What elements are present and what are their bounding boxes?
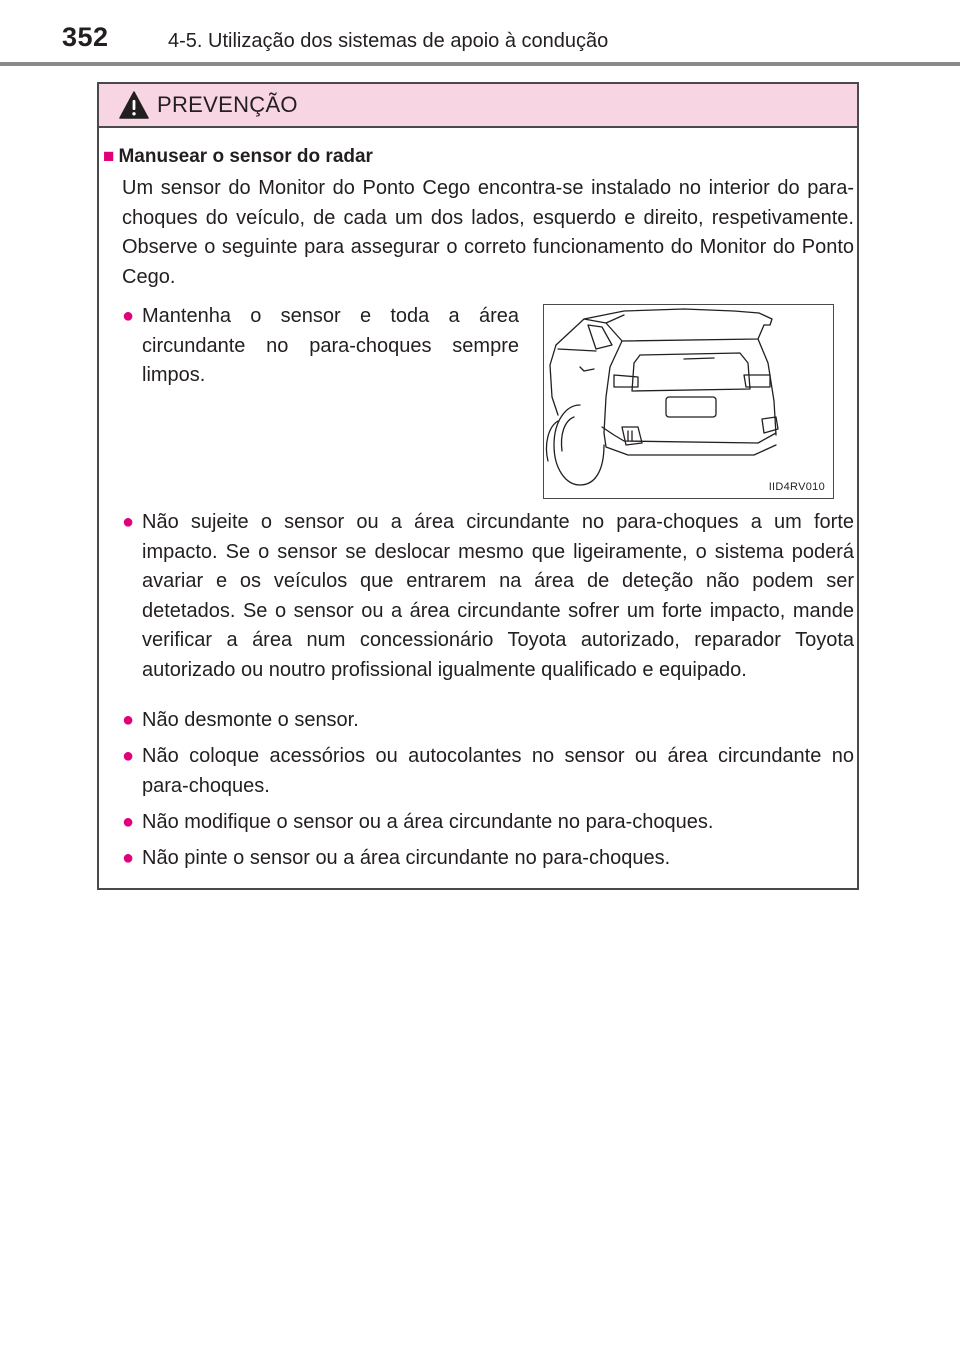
list-item-text: Mantenha o sensor e toda a área circundante no para-choques sempre limpos. xyxy=(142,305,519,386)
circle-bullet-icon: ● xyxy=(122,709,135,731)
warning-triangle-icon xyxy=(119,91,149,119)
header-rule xyxy=(0,62,960,66)
warning-heading-text: Manusear o sensor do radar xyxy=(118,146,373,167)
list-item-text: Não pinte o sensor ou a área circundante no para-choques. xyxy=(142,847,671,869)
page-header xyxy=(0,0,960,66)
square-bullet-icon: ■ xyxy=(103,146,115,167)
car-rear-figure xyxy=(543,304,834,499)
figure-code: IID4RV010 xyxy=(768,481,825,493)
list-item xyxy=(122,742,854,801)
list-item xyxy=(122,508,854,685)
list-item-text: Não desmonte o sensor. xyxy=(142,709,359,731)
warning-heading xyxy=(103,146,373,168)
list-item xyxy=(122,808,854,838)
section-title: 4-5. Utilização dos sistemas de apoio à condução xyxy=(168,30,609,52)
list-item-text: Não coloque acessórios ou autocolantes no sensor ou área circundante no para-choques. xyxy=(142,745,854,797)
circle-bullet-icon: ● xyxy=(122,305,135,327)
warning-header xyxy=(99,84,857,128)
list-item xyxy=(122,706,854,736)
circle-bullet-icon: ● xyxy=(122,811,135,833)
list-item xyxy=(122,302,519,391)
circle-bullet-icon: ● xyxy=(122,745,135,767)
car-rear-illustration xyxy=(544,305,832,497)
list-item-text: Não modifique o sensor ou a área circundante no para-choques. xyxy=(142,811,714,833)
circle-bullet-icon: ● xyxy=(122,847,135,869)
list-item xyxy=(122,844,854,874)
warning-intro: Um sensor do Monitor do Ponto Cego encontra-se instalado no interior do para-choques do veículo, de cada um dos lados, esquerdo e direito, respetivamente. Observe o seguinte para assegurar o correto funcionamento do Monitor do Ponto Cego. xyxy=(122,177,854,288)
circle-bullet-icon: ● xyxy=(122,511,135,533)
page-number: 352 xyxy=(62,22,109,52)
warning-title: PREVENÇÃO xyxy=(157,92,298,117)
list-item-text: Não sujeite o sensor ou a área circundante no para-choques a um forte impacto. Se o sensor se deslocar mesmo que ligeiramente, o sistema poderá avariar e os veículos que entrarem na área de deteção não podem ser detetados. Se o sensor ou a área circundante sofrer um forte impacto, mande verificar a área num concessionário Toyota autorizado, reparador Toyota autorizado ou noutro profissional igualmente qualificado e equipado. xyxy=(142,511,854,681)
